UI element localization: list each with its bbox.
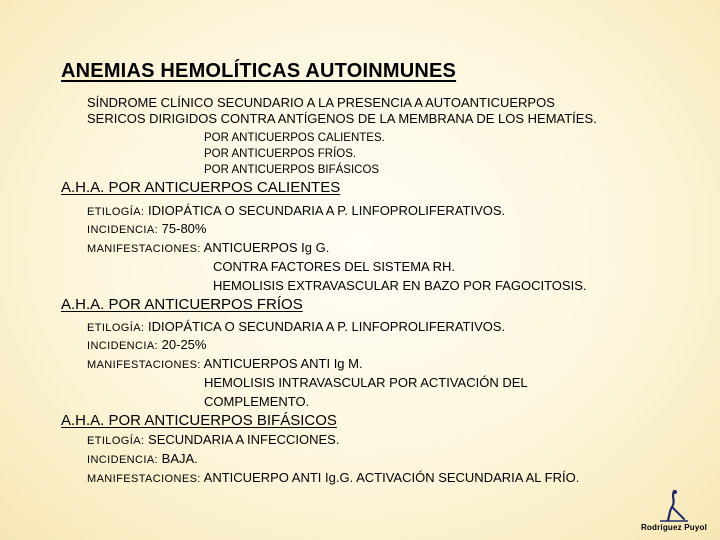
incidencia-value: 75-80%	[161, 221, 207, 236]
manifestaciones-label: MANIFESTACIONES:	[87, 473, 201, 485]
etiologia-frios	[87, 319, 505, 334]
etiologia-bifasicos	[87, 432, 339, 447]
slide-title: ANEMIAS HEMOLÍTICAS AUTOINMUNES	[61, 60, 457, 82]
etiologia-calientes	[87, 203, 505, 218]
section-heading-calientes: A.H.A. POR ANTICUERPOS CALIENTES	[61, 179, 341, 196]
incidencia-value: 20-25%	[161, 337, 207, 352]
manifestacion-value: CONTRA FACTORES DEL SISTEMA RH.	[213, 259, 455, 274]
incidencia-frios	[87, 337, 206, 352]
incidencia-bifasicos	[87, 451, 198, 466]
intro-line-1: SÍNDROME CLÍNICO SECUNDARIO A LA PRESENCIA A AUTOANTICUERPOS	[87, 95, 555, 110]
section-heading-bifasicos: A.H.A. POR ANTICUERPOS BIFÁSICOS	[61, 412, 337, 429]
figure-logo-icon	[654, 489, 694, 523]
author-logo	[638, 489, 710, 532]
incidencia-label: INCIDENCIA:	[87, 340, 159, 352]
type-item-calientes: POR ANTICUERPOS CALIENTES.	[204, 132, 385, 144]
etiologia-value: SECUNDARIA A INFECCIONES.	[148, 432, 340, 447]
incidencia-label: INCIDENCIA:	[87, 224, 159, 236]
etiologia-label: ETILOGÍA:	[87, 322, 145, 334]
type-item-frios: POR ANTICUERPOS FRÍOS.	[204, 148, 357, 160]
intro-line-2: SERICOS DIRIGIDOS CONTRA ANTÍGENOS DE LA MEMBRANA DE LOS HEMATÍES.	[87, 111, 597, 126]
manifestacion-value: HEMOLISIS INTRAVASCULAR POR ACTIVACIÓN DEL	[204, 375, 528, 390]
manifestacion-value: COMPLEMENTO.	[204, 394, 310, 409]
section-heading-frios: A.H.A. POR ANTICUERPOS FRÍOS	[61, 296, 303, 313]
manifestacion-value: ANTICUERPOS Ig G.	[203, 240, 330, 255]
etiologia-value: IDIOPÁTICA O SECUNDARIA A P. LINFOPROLIFERATIVOS.	[148, 319, 506, 334]
manifestaciones-label: MANIFESTACIONES:	[87, 359, 201, 371]
incidencia-calientes	[87, 221, 206, 236]
incidencia-label: INCIDENCIA:	[87, 454, 159, 466]
etiologia-label: ETILOGÍA:	[87, 206, 145, 218]
manifestaciones-label: MANIFESTACIONES:	[87, 243, 201, 255]
incidencia-value: BAJA.	[161, 451, 198, 466]
etiologia-label: ETILOGÍA:	[87, 435, 145, 447]
etiologia-value: IDIOPÁTICA O SECUNDARIA A P. LINFOPROLIFERATIVOS.	[148, 203, 506, 218]
manifestacion-value: ANTICUERPOS ANTI Ig M.	[203, 356, 363, 371]
manifestacion-value: HEMOLISIS EXTRAVASCULAR EN BAZO POR FAGOCITOSIS.	[213, 278, 587, 293]
manifestacion-value: ANTICUERPO ANTI Ig.G. ACTIVACIÓN SECUNDARIA AL FRÍO.	[203, 470, 580, 485]
type-item-bifasicos: POR ANTICUERPOS BIFÁSICOS	[204, 164, 380, 176]
logo-caption: Rodríguez Puyol	[640, 523, 708, 532]
manifestaciones-bifasicos	[87, 470, 579, 485]
manifestaciones-frios	[87, 356, 363, 371]
manifestaciones-calientes	[87, 240, 329, 255]
